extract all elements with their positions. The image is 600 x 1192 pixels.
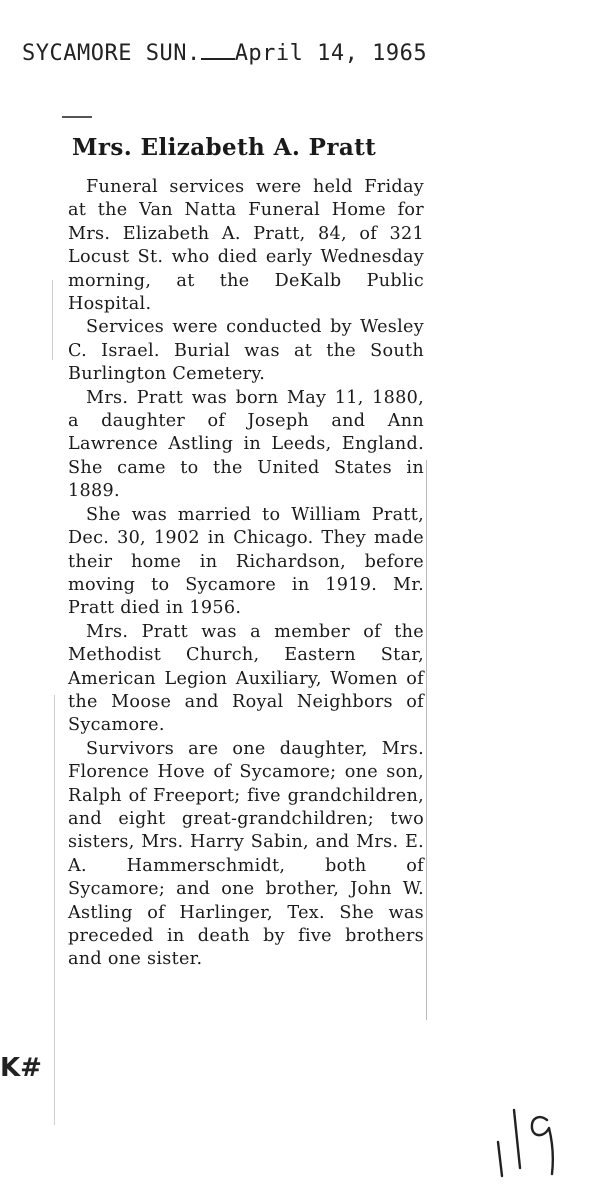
obituary-body <box>68 176 424 972</box>
clipping-left-edge <box>52 280 53 360</box>
paragraph-survivors: Survivors are one daughter, Mrs. Florence Hove of Sycamore; one son, Ralph of Freeport; five grandchildren, and eight great-grandchildren; two sisters, Mrs. Harry Sabin, and Mrs. E. A. Hammerschmidt, both of Sycamore; and one brother, John W. Astling of Harlinger, Tex. She was preceded in death by five brothers and one sister. <box>68 738 424 970</box>
obituary-title: Mrs. Elizabeth A. Pratt <box>72 134 377 161</box>
newspaper-name: SYCAMORE SUN. <box>22 41 201 66</box>
publication-date: April 14, 1965 <box>234 41 428 66</box>
margin-mark: K# <box>0 1053 42 1083</box>
obituary-clipping <box>40 110 435 1130</box>
paragraph-funeral: Funeral services were held Friday at the Van Natta Funeral Home for Mrs. Elizabeth A. Pratt, 84, of 321 Locust St. who died early Wednesday morning, at the DeKalb Public Hospital. <box>68 177 424 315</box>
clipping-right-edge <box>426 460 427 1020</box>
paragraph-services: Services were conducted by Wesley C. Israel. Burial was at the South Burlington Cemetery. <box>68 317 424 385</box>
clipping-left-edge-lower <box>54 695 55 1125</box>
paragraph-marriage: She was married to William Pratt, Dec. 30, 1902 in Chicago. They made their home in Richardson, before moving to Sycamore in 1919. Mr. Pratt died in 1956. <box>68 504 424 619</box>
newspaper-header <box>22 40 427 66</box>
paragraph-birth: Mrs. Pratt was born May 11, 1880, a daughter of Joseph and Ann Lawrence Astling in Leeds, England. She came to the United States in 1889. <box>68 387 424 502</box>
handwritten-page-number <box>492 1090 562 1180</box>
paragraph-memberships: Mrs. Pratt was a member of the Methodist Church, Eastern Star, American Legion Auxiliary, Women of the Moose and Royal Neighbors of Sycamore. <box>68 621 424 736</box>
header-underline <box>201 40 235 60</box>
clipping-top-rule <box>62 116 92 118</box>
